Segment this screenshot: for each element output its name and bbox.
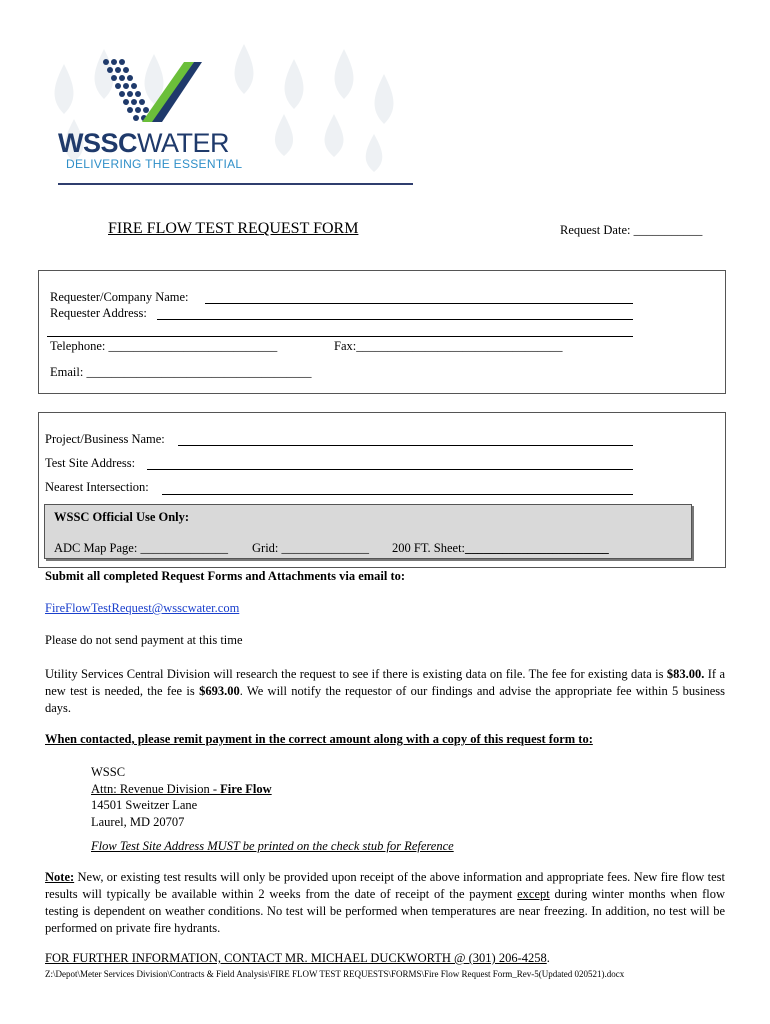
test-site-label: Test Site Address: — [45, 456, 136, 470]
submit-heading: Submit all completed Request Forms and Attachments via email to: — [45, 569, 406, 583]
intersection-label: Nearest Intersection: — [45, 480, 149, 494]
telephone-field[interactable]: Telephone: ___________________________ — [50, 339, 278, 353]
fee-existing: $83.00. — [666, 667, 705, 681]
file-path-footer: Z:\Depot\Meter Services Division\Contracts & Field Analysis\FIRE FLOW TEST REQUESTS\FORMS\Fire Flow Request Form_Rev-5(Updated 020521).docx — [45, 969, 625, 979]
brand-bold: WSSC — [58, 128, 137, 158]
contact-line — [45, 951, 550, 966]
remit-attn-prefix: Attn: Revenue Division - — [91, 782, 221, 796]
remit-line-1: WSSC — [91, 765, 126, 779]
adc-map-page-field[interactable]: ADC Map Page: ______________ — [54, 541, 228, 555]
no-payment-text: Please do not send payment at this time — [45, 633, 243, 647]
project-name-field[interactable] — [178, 445, 633, 446]
remit-line-3: 14501 Sweitzer Lane — [91, 798, 198, 812]
address-field-line-2[interactable] — [47, 336, 633, 337]
sheet-blank: _______________________ — [465, 541, 609, 555]
fee-text-1: Utility Services Central Division will research the request to see if there is existing data on file. The fee for existing data is — [45, 667, 667, 681]
brand-name — [58, 128, 229, 159]
address-label: Requester Address: — [50, 306, 147, 320]
contact-text: FOR FURTHER INFORMATION, CONTACT MR. MICHAEL DUCKWORTH @ (301) 206-4258 — [45, 951, 547, 965]
remit-note: Flow Test Site Address MUST be printed on the check stub for Reference — [91, 839, 454, 853]
note-text-1: New, or existing test results will only be provided upon receipt of the above information and appropriate fees. New fire flow test results will typically be available within 2 weeks from the date of receipt of the payment — [45, 870, 725, 901]
grid-field[interactable]: Grid: ______________ — [252, 541, 370, 555]
note-except: except — [517, 887, 550, 901]
fee-text-2: If a new test is needed, the fee is — [45, 667, 726, 698]
email-field[interactable]: Email: ____________________________________ — [50, 365, 312, 379]
company-name-field[interactable] — [205, 303, 633, 304]
submit-email-link[interactable]: FireFlowTestRequest@wsscwater.com — [45, 601, 240, 615]
sheet-field[interactable] — [392, 541, 609, 556]
remit-heading: When contacted, please remit payment in the correct amount along with a copy of this request form to: — [45, 732, 593, 746]
fax-field[interactable]: Fax:_________________________________ — [334, 339, 563, 353]
fee-text-3: . We will notify the requestor of our findings and advise the appropriate fee within 5 business days. — [45, 684, 725, 715]
note-text-2: during winter months when flow testing is dependent on weather conditions. No test will be performed when temperatures are near freezing. In addition, no test will be performed on private fire hydrants. — [45, 887, 725, 935]
contact-end: . — [546, 951, 550, 965]
remit-attn-bold: Fire Flow — [220, 782, 272, 796]
logo-divider — [58, 183, 413, 185]
sheet-label: 200 FT. Sheet: — [392, 541, 466, 555]
form-title: FIRE FLOW TEST REQUEST FORM — [108, 220, 359, 237]
remit-attn — [91, 782, 272, 797]
remit-line-4: Laurel, MD 20707 — [91, 815, 185, 829]
fee-new: $693.00 — [199, 684, 240, 698]
company-name-label: Requester/Company Name: — [50, 290, 189, 304]
request-date-field[interactable]: Request Date: ___________ — [560, 223, 703, 237]
official-use-heading: WSSC Official Use Only: — [54, 510, 190, 524]
project-name-label: Project/Business Name: — [45, 432, 165, 446]
address-field[interactable] — [157, 319, 633, 320]
note-paragraph — [45, 869, 725, 937]
intersection-field[interactable] — [162, 494, 633, 495]
test-site-field[interactable] — [147, 469, 633, 470]
brand-rest: WATER — [137, 128, 229, 158]
brand-tagline: DELIVERING THE ESSENTIAL — [66, 157, 243, 171]
fee-paragraph — [45, 666, 725, 717]
note-label: Note: — [45, 870, 75, 884]
